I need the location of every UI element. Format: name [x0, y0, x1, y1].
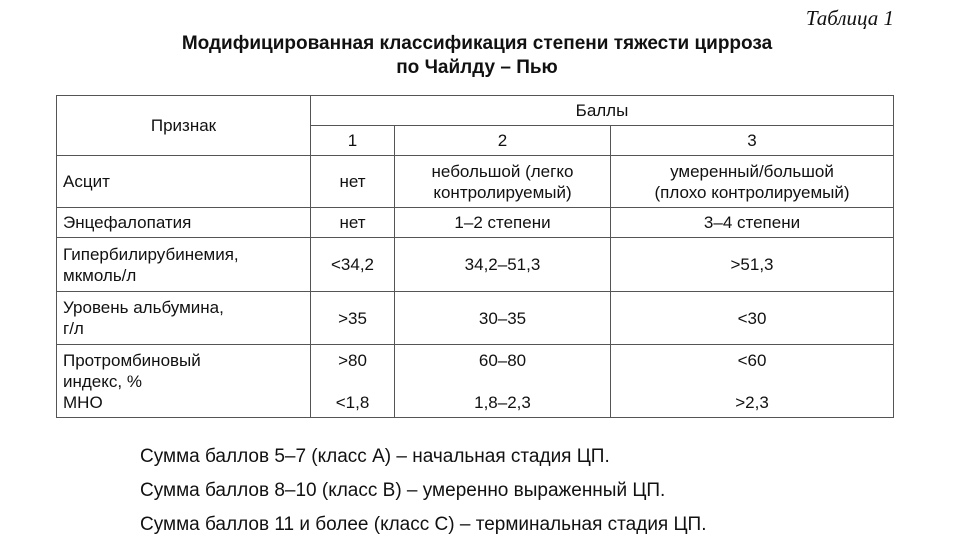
row-score-3 — [611, 156, 894, 208]
table-row — [57, 208, 894, 238]
cell-line: >80 — [338, 350, 367, 370]
cell-line — [617, 371, 887, 392]
header-feature: Признак — [57, 96, 311, 156]
cell-line: небольшой (легко — [431, 161, 574, 181]
row-feature: Асцит — [57, 156, 311, 208]
row-score-2 — [395, 156, 611, 208]
row-feature — [57, 292, 311, 345]
row-score-2: 30–35 — [395, 292, 611, 345]
row-feature: Энцефалопатия — [57, 208, 311, 238]
summary-line-class-a: Сумма баллов 5–7 (класс А) – начальная стадия ЦП. — [140, 446, 610, 467]
cell-line: умеренный/большой — [670, 161, 834, 181]
row-score-3: >51,3 — [611, 238, 894, 292]
page-title — [60, 32, 894, 80]
table-row — [57, 292, 894, 345]
title-line-2: по Чайлду – Пью — [396, 57, 558, 78]
row-score-1 — [311, 345, 395, 418]
row-feature — [57, 238, 311, 292]
header-score-3: 3 — [611, 126, 894, 156]
row-score-3: <30 — [611, 292, 894, 345]
cell-line — [317, 371, 388, 392]
cell-line: г/л — [63, 319, 84, 338]
title-line-1: Модифицированная классификация степени тяжести цирроза — [181, 33, 773, 54]
row-score-2: 1–2 степени — [395, 208, 611, 238]
summary-line-class-c: Сумма баллов 11 и более (класс С) – терминальная стадия ЦП. — [140, 514, 707, 535]
table-row — [57, 156, 894, 208]
cell-line: >2,3 — [735, 392, 769, 412]
cell-line: Протромбиновый — [63, 350, 201, 370]
cell-line: (плохо контролируемый) — [654, 182, 850, 202]
cell-line: индекс, % — [63, 371, 142, 391]
cell-line: 60–80 — [478, 350, 527, 370]
row-score-2: 34,2–51,3 — [395, 238, 611, 292]
summary-line-class-b: Сумма баллов 8–10 (класс В) – умеренно выраженный ЦП. — [140, 480, 666, 501]
cell-line: 1,8–2,3 — [474, 392, 531, 412]
header-score-1: 1 — [311, 126, 395, 156]
row-score-2 — [395, 345, 611, 418]
row-feature — [57, 345, 311, 418]
cell-line: контролируемый) — [433, 182, 572, 202]
row-score-3: 3–4 степени — [611, 208, 894, 238]
table-row — [57, 345, 894, 418]
row-score-1: <34,2 — [311, 238, 395, 292]
cell-line: Уровень альбумина, — [63, 298, 224, 317]
child-pugh-table — [56, 95, 894, 418]
row-score-3 — [611, 345, 894, 418]
row-score-1: нет — [311, 156, 395, 208]
cell-line: мкмоль/л — [63, 265, 137, 285]
header-points: Баллы — [311, 96, 894, 126]
header-score-2: 2 — [395, 126, 611, 156]
table-row — [57, 238, 894, 292]
cell-line: <60 — [737, 350, 767, 370]
score-summary — [140, 440, 706, 542]
row-score-1: >35 — [311, 292, 395, 345]
cell-line: <1,8 — [335, 392, 370, 412]
row-score-1: нет — [311, 208, 395, 238]
cell-line — [401, 371, 604, 392]
cell-line: МНО — [63, 392, 103, 412]
cell-line: Гипербилирубинемия, — [63, 244, 239, 264]
table-label: Таблица 1 — [805, 6, 894, 30]
